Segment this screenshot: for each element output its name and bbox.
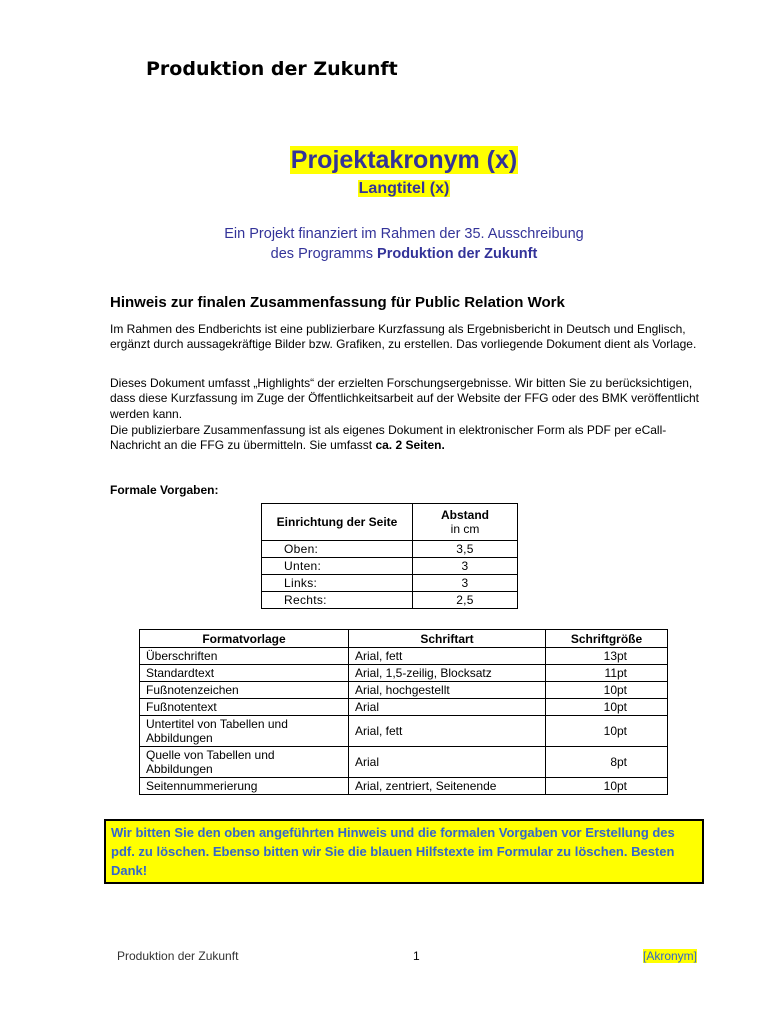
margin-label: Unten: — [262, 558, 413, 575]
margin-label: Oben: — [262, 541, 413, 558]
font-cell: Arial, fett — [349, 716, 546, 747]
paragraph-2: Dieses Dokument umfasst „Highlights“ der erzielten Forschungsergebnisse. Wir bitten Sie zu berücksichtigen, dass diese Kurzfassung im Zuge der Öffentlichkeitsarbeit auf der Website der FFG oder des BMK veröffentlicht werden kann. — [110, 376, 699, 421]
table-row — [262, 558, 518, 575]
project-acronym-text: Projektakronym (x) — [290, 146, 518, 174]
table-row — [262, 592, 518, 609]
footer-program-name: Produktion der Zukunft — [117, 949, 239, 963]
format-cell: Untertitel von Tabellen und Abbildungen — [140, 716, 349, 747]
funding-text — [0, 224, 770, 264]
format-cell: Überschriften — [140, 648, 349, 665]
format-header-formatvorlage: Formatvorlage — [140, 630, 349, 648]
margin-value: 3 — [413, 558, 518, 575]
size-cell: 8pt — [546, 747, 668, 778]
margin-label: Links: — [262, 575, 413, 592]
table-row — [140, 648, 668, 665]
footer-page-number: 1 — [413, 949, 420, 963]
format-cell: Fußnotenzeichen — [140, 682, 349, 699]
size-cell: 10pt — [546, 699, 668, 716]
font-cell: Arial — [349, 699, 546, 716]
paragraph-3-text: Die publizierbare Zusammenfassung ist als eigenes Dokument in elektronischer Form als PDF per eCall-Nachricht an die FFG zu übermitteln. Sie umfasst — [110, 423, 667, 453]
table-row — [262, 575, 518, 592]
format-cell: Fußnotentext — [140, 699, 349, 716]
funding-line-1: Ein Projekt finanziert im Rahmen der 35. Ausschreibung — [224, 226, 584, 242]
format-cell: Quelle von Tabellen und Abbildungen — [140, 747, 349, 778]
margins-header-right-line1: Abstand — [441, 508, 489, 522]
paragraph-3 — [110, 423, 710, 454]
footer-acronym — [643, 949, 697, 963]
font-cell: Arial, zentriert, Seitenende — [349, 778, 546, 795]
font-cell: Arial, 1,5-zeilig, Blocksatz — [349, 665, 546, 682]
font-cell: Arial, fett — [349, 648, 546, 665]
format-header-schriftart: Schriftart — [349, 630, 546, 648]
size-cell: 10pt — [546, 716, 668, 747]
deletion-notice: Wir bitten Sie den oben angeführten Hinweis und die formalen Vorgaben vor Erstellung des pdf. zu löschen. Ebenso bitten wir Sie die blauen Hilfstexte im Formular zu löschen. Besten Dank! — [104, 819, 704, 884]
formale-vorgaben-label: Formale Vorgaben: — [110, 483, 219, 497]
size-cell: 10pt — [546, 778, 668, 795]
margins-header-left: Einrichtung der Seite — [262, 504, 413, 541]
header-title: Produktion der Zukunft — [146, 58, 398, 80]
paragraph-1: Im Rahmen des Endberichts ist eine publizierbare Kurzfassung als Ergebnisbericht in Deutsch und Englisch, ergänzt durch aussagekräftige Bilder bzw. Grafiken, zu erstellen. Das vorliegende Dokument dient als Vorlage. — [110, 322, 697, 352]
project-langtitel-text: Langtitel (x) — [358, 180, 450, 197]
table-row — [140, 716, 668, 747]
margin-label: Rechts: — [262, 592, 413, 609]
table-row — [140, 699, 668, 716]
table-row — [140, 665, 668, 682]
table-row — [140, 778, 668, 795]
table-row — [262, 541, 518, 558]
margin-value: 2,5 — [413, 592, 518, 609]
project-langtitel — [0, 180, 770, 198]
format-cell: Seitennummerierung — [140, 778, 349, 795]
funding-line-2-prefix: des Programms — [270, 246, 378, 262]
table-row — [140, 682, 668, 699]
font-cell: Arial — [349, 747, 546, 778]
paragraph-3-bold: ca. 2 Seiten. — [375, 438, 445, 453]
format-header-schriftgroesse: Schriftgröße — [546, 630, 668, 648]
footer-acronym-text: [Akronym] — [643, 949, 698, 963]
margin-value: 3,5 — [413, 541, 518, 558]
table-row — [140, 747, 668, 778]
project-acronym — [0, 146, 770, 175]
margin-value: 3 — [413, 575, 518, 592]
page-margins-table — [261, 503, 518, 609]
margins-header-right-line2: in cm — [450, 522, 480, 536]
funding-program-name: Produktion der Zukunft — [377, 246, 538, 262]
format-table — [139, 629, 668, 795]
size-cell: 13pt — [546, 648, 668, 665]
size-cell: 11pt — [546, 665, 668, 682]
funding-line-2 — [0, 244, 770, 264]
format-cell: Standardtext — [140, 665, 349, 682]
size-cell: 10pt — [546, 682, 668, 699]
margins-header-right — [413, 504, 518, 541]
section-heading: Hinweis zur finalen Zusammenfassung für Public Relation Work — [110, 294, 565, 311]
font-cell: Arial, hochgestellt — [349, 682, 546, 699]
